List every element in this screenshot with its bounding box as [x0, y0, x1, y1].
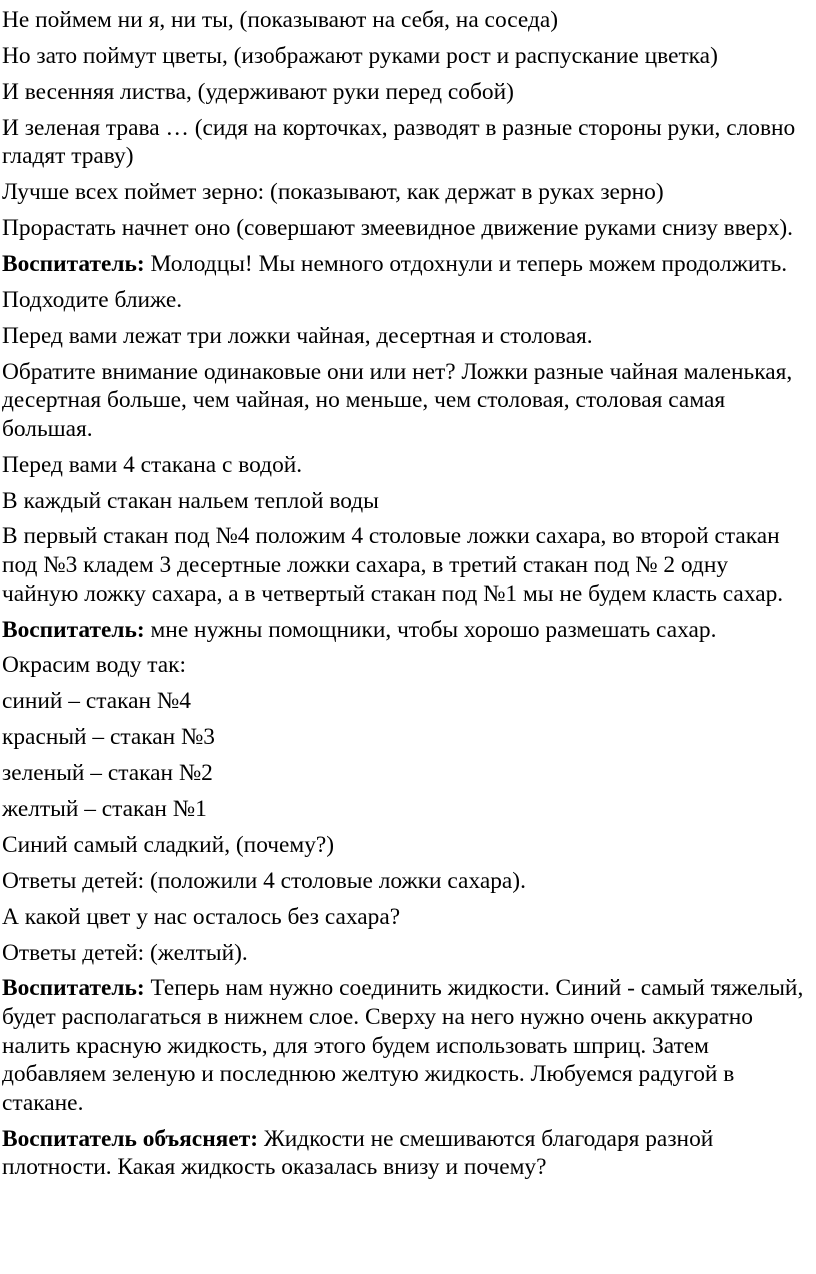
paragraph-text: Синий самый сладкий, (почему?) [2, 831, 335, 858]
paragraph [2, 178, 808, 207]
paragraph [2, 322, 808, 351]
paragraph-text: Но зато поймут цветы, (изображают руками рост и распускание цветка) [2, 42, 718, 69]
speaker-label: Воспитатель: [2, 616, 145, 643]
paragraph-text: Перед вами 4 стакана с водой. [2, 451, 303, 478]
paragraph-text: Ответы детей: (желтый). [2, 939, 248, 966]
paragraph-text: В каждый стакан нальем теплой воды [2, 487, 379, 514]
paragraph-text: мне нужны помощники, чтобы хорошо размешать сахар. [144, 616, 717, 643]
paragraph-text: Ответы детей: (положили 4 столовые ложки сахара). [2, 867, 526, 894]
paragraph [2, 974, 808, 1117]
paragraph-text: Подходите ближе. [2, 286, 183, 313]
paragraph-text: Не поймем ни я, ни ты, (показывают на себя, на соседа) [2, 7, 559, 33]
paragraph [2, 6, 808, 35]
speaker-label: Воспитатель объясняет: [2, 1125, 258, 1152]
paragraph-text: синий – стакан №4 [2, 688, 191, 715]
paragraph-text: Молодцы! Мы немного отдохнули и теперь можем продолжить. [144, 250, 788, 277]
paragraph [2, 867, 808, 896]
paragraph [2, 78, 808, 107]
paragraph-text: желтый – стакан №1 [2, 796, 207, 822]
paragraph [2, 286, 808, 315]
paragraph [2, 831, 808, 860]
paragraph-text: зеленый – стакан №2 [2, 760, 213, 787]
paragraph [2, 358, 808, 444]
paragraph-text: Обратите внимание одинаковые они или нет? Ложки разные чайная маленькая, десертная больше, чем чайная, но меньше, чем столовая, столовая самая большая. [2, 358, 793, 442]
paragraph [2, 114, 808, 171]
paragraph [2, 903, 808, 932]
paragraph-text: И весенняя листва, (удерживают руки перед собой) [2, 78, 514, 105]
paragraph-text: А какой цвет у нас осталось без сахара? [2, 903, 401, 930]
paragraph-text: красный – стакан №3 [2, 724, 216, 751]
paragraph [2, 42, 808, 71]
paragraph-text: Окрасим воду так: [2, 652, 186, 679]
paragraph-text: И зеленая трава … (сидя на корточках, разводят в разные стороны руки, словно гладят траву) [2, 114, 796, 170]
paragraph [2, 1125, 808, 1182]
paragraph [2, 687, 808, 716]
paragraph-text: Лучше всех поймет зерно: (показывают, как держат в руках зерно) [2, 179, 664, 206]
paragraph-text: Жидкости не смешиваются благодаря разной плотности. Какая жидкость оказалась внизу и почему? [2, 1125, 714, 1181]
speaker-label: Воспитатель: [2, 975, 145, 1002]
paragraph-text: Перед вами лежат три ложки чайная, десертная и столовая. [2, 322, 593, 349]
paragraph [2, 939, 808, 968]
paragraph [2, 214, 808, 243]
paragraph [2, 487, 808, 516]
paragraph-text: Прорастать начнет оно (совершают змеевидное движение руками снизу вверх). [2, 215, 794, 242]
paragraph [2, 451, 808, 480]
paragraph [2, 522, 808, 608]
paragraph [2, 759, 808, 788]
paragraph [2, 723, 808, 752]
paragraph-text: В первый стакан под №4 положим 4 столовые ложки сахара, во второй стакан под №3 кладем 3 десертные ложки сахара, в третий стакан под № 2 одну чайную ложку сахара, а в четвертый стакан под №1 мы не будем класть сахар. [2, 523, 784, 607]
paragraph [2, 250, 808, 279]
speaker-label: Воспитатель: [2, 250, 145, 277]
paragraph [2, 795, 808, 824]
paragraph [2, 616, 808, 645]
paragraph-text: Теперь нам нужно соединить жидкости. Синий - самый тяжелый, будет располагаться в нижнем слое. Сверху на него нужно очень аккуратно налить красную жидкость, для этого будем использовать шприц. Затем добавляем зеленую и последнюю желтую жидкость. Любуемся радугой в стакане. [2, 975, 804, 1116]
paragraph [2, 651, 808, 680]
